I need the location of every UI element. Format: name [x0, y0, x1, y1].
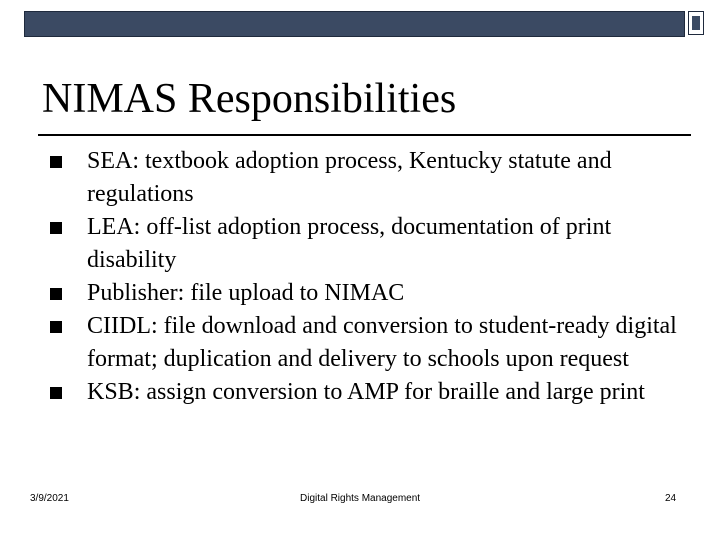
bullet-text: CIIDL: file download and conversion to student-ready digital format; duplication and delivery to schools upon request: [87, 313, 677, 372]
header-bar: [24, 11, 685, 37]
title-divider: [38, 134, 691, 136]
square-bullet-icon: [50, 387, 62, 399]
bullet-list: [44, 145, 694, 409]
footer-date: 3/9/2021: [30, 493, 69, 504]
square-bullet-icon: [50, 288, 62, 300]
square-bullet-icon: [50, 222, 62, 234]
slide-title: NIMAS Responsibilities: [42, 76, 457, 122]
bullet-item: [44, 310, 694, 376]
bullet-item: [44, 376, 694, 409]
header-corner-box: [688, 11, 704, 35]
bullet-text: LEA: off-list adoption process, documentation of print disability: [87, 214, 612, 273]
bullet-text: SEA: textbook adoption process, Kentucky statute and regulations: [87, 148, 612, 207]
bullet-item: [44, 211, 694, 277]
page-number: 24: [665, 493, 677, 504]
square-bullet-icon: [50, 321, 62, 333]
bullet-text: KSB: assign conversion to AMP for braille and large print: [87, 379, 645, 405]
bullet-item: [44, 277, 694, 310]
bullet-item: [44, 145, 694, 211]
bullet-text: Publisher: file upload to NIMAC: [87, 280, 405, 306]
square-bullet-icon: [50, 156, 62, 168]
footer-title: Digital Rights Management: [300, 493, 421, 504]
